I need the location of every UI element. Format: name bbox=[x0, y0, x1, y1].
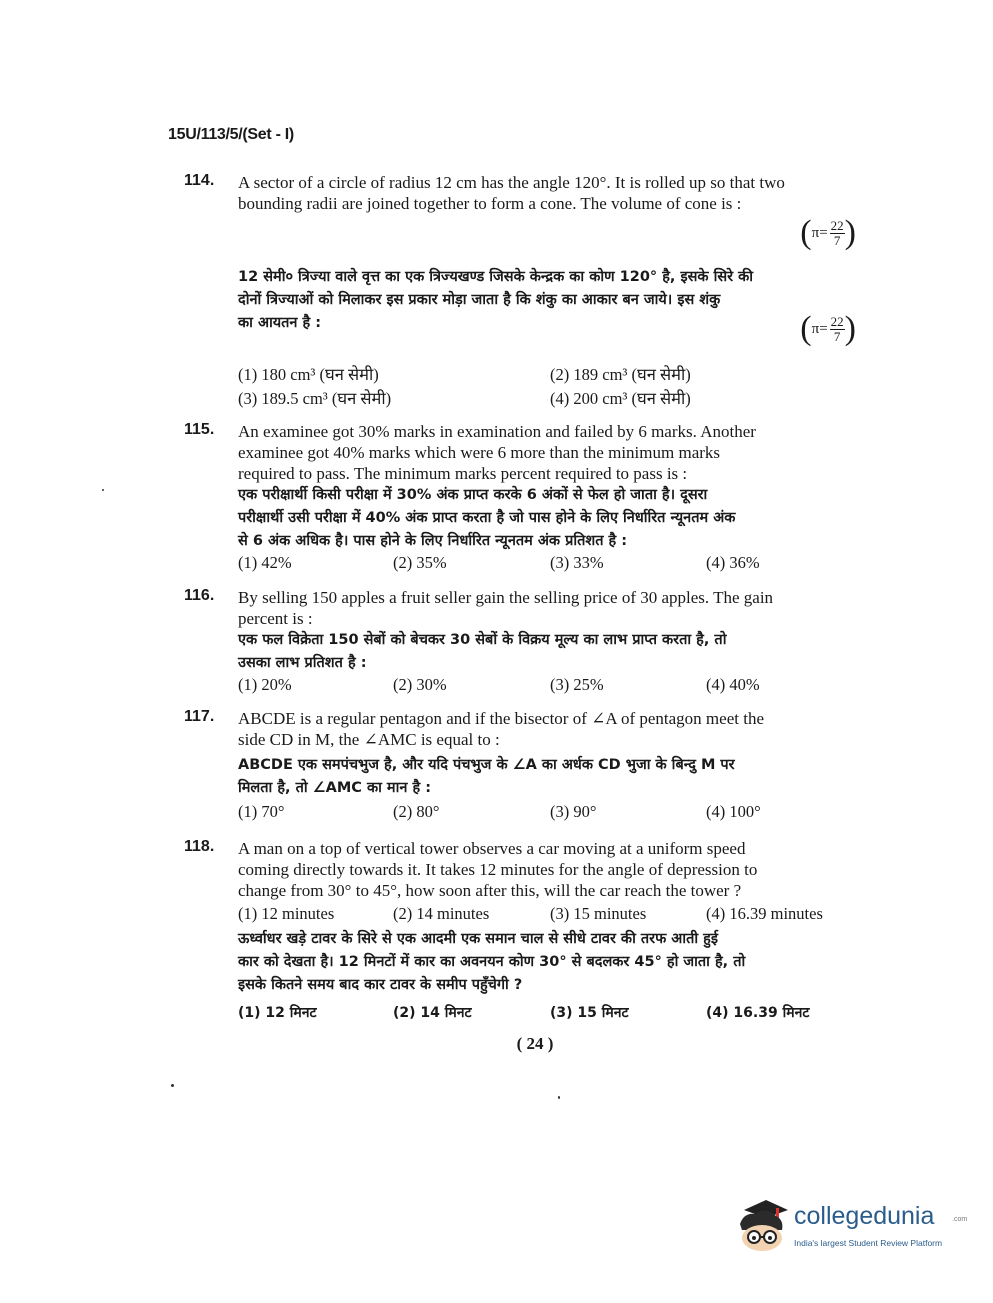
option-2: (2) 30% bbox=[393, 675, 447, 694]
option-1: (1) 12 minutes bbox=[238, 904, 335, 923]
option-3: (3) 189.5 cm³ (घन सेमी) bbox=[238, 389, 392, 408]
option-4: (4) 36% bbox=[706, 553, 760, 572]
question-text-hi: ABCDE एक समपंचभुज है, और यदि पंचभुज के ∠A का अर्धक CD भुजा के बिन्दु M पर मिलता है, तो ∠AMC का मान है : bbox=[238, 757, 735, 796]
question-text-en: A man on a top of vertical tower observes a car moving at a uniform speed coming directly towards it. It takes 12 minutes for the angle of depression to change from 30° to 45°, how soon after this, will the car reach the tower ? bbox=[238, 839, 758, 900]
option-3: (3) 90° bbox=[550, 802, 597, 821]
question-text-en: By selling 150 apples a fruit seller gain the selling price of 30 apples. The gain percent is : bbox=[238, 588, 774, 628]
page-number: ( 24 ) bbox=[516, 1034, 554, 1053]
option-2: (2) 189 cm³ (घन सेमी) bbox=[550, 365, 691, 384]
option-4: (4) 40% bbox=[706, 675, 760, 694]
question-text-en: An examinee got 30% marks in examination and failed by 6 marks. Another examinee got 40% marks which were 6 more than the minimum marks required to pass. The minimum marks percent required to pass is : bbox=[238, 422, 756, 483]
scan-speck bbox=[558, 1096, 560, 1099]
option-3: (3) 15 minutes bbox=[550, 904, 647, 923]
scan-speck bbox=[102, 489, 104, 491]
question-text-hi: एक फल विक्रेता 150 सेबों को बेचकर 30 सेबों के विक्रय मूल्य का लाभ प्राप्त करता है, तो उसका लाभ प्रतिशत है : bbox=[238, 632, 727, 671]
option-2: (2) 80° bbox=[393, 802, 440, 821]
option-1: (1) 180 cm³ (घन सेमी) bbox=[238, 365, 379, 384]
collegedunia-logo: collegedunia .com India's largest Student Review Platform bbox=[736, 1194, 961, 1264]
option-4: (4) 200 cm³ (घन सेमी) bbox=[550, 389, 691, 408]
question-text-en: A sector of a circle of radius 12 cm has the angle 120°. It is rolled up so that two bounding radii are joined together to form a cone. The volume of cone is : bbox=[238, 173, 785, 213]
option-3: (3) 33% bbox=[550, 553, 604, 572]
mascot-icon bbox=[736, 1194, 792, 1254]
question-116 bbox=[184, 587, 856, 702]
option-4: (4) 16.39 minutes bbox=[706, 904, 823, 923]
option-4-hi: (4) 16.39 मिनट bbox=[706, 1005, 810, 1021]
options bbox=[238, 675, 856, 699]
question-number: 114. bbox=[184, 172, 215, 189]
options bbox=[238, 802, 856, 826]
pi-value-note-hi: ( π = $\frac{22}{7}$ ) bbox=[800, 310, 856, 347]
question-number: 116. bbox=[184, 587, 215, 604]
option-2-hi: (2) 14 मिनट bbox=[393, 1005, 472, 1021]
scan-speck bbox=[171, 1084, 174, 1087]
question-number: 118. bbox=[184, 838, 215, 855]
option-1: (1) 70° bbox=[238, 802, 285, 821]
option-2: (2) 35% bbox=[393, 553, 447, 572]
option-2: (2) 14 minutes bbox=[393, 904, 490, 923]
options-hi bbox=[238, 1003, 856, 1027]
question-118 bbox=[184, 838, 856, 1028]
options bbox=[238, 553, 856, 577]
option-1: (1) 42% bbox=[238, 553, 292, 572]
question-114 bbox=[184, 172, 856, 412]
options bbox=[238, 362, 856, 410]
pi-value-note: ( π = $\frac{22}{7}$ ) bbox=[800, 214, 856, 251]
question-115 bbox=[184, 421, 856, 581]
options-en bbox=[238, 904, 856, 928]
question-117 bbox=[184, 708, 856, 833]
option-1-hi: (1) 12 मिनट bbox=[238, 1005, 317, 1021]
option-1: (1) 20% bbox=[238, 675, 292, 694]
option-3-hi: (3) 15 मिनट bbox=[550, 1005, 629, 1021]
question-number: 117. bbox=[184, 708, 215, 725]
option-3: (3) 25% bbox=[550, 675, 604, 694]
question-text-hi: ऊर्ध्वाधर खड़े टावर के सिरे से एक आदमी एक समान चाल से सीधे टावर की तरफ आती हुई कार को देखता है। 12 मिनटों में कार का अवनयन कोण 30° से बदलकर 45° हो जाता है, तो इसके कितने समय बाद कार टावर के समीप पहुँचेगी ? bbox=[238, 931, 746, 993]
question-number: 115. bbox=[184, 421, 215, 438]
question-text-en: ABCDE is a regular pentagon and if the bisector of ∠A of pentagon meet the side CD in M, the ∠AMC is equal to : bbox=[238, 709, 764, 749]
question-text-hi: एक परीक्षार्थी किसी परीक्षा में 30% अंक प्राप्त करके 6 अंकों से फेल हो जाता है। दूसरा परीक्षार्थी उसी परीक्षा में 40% अंक प्राप्त करता है जो पास होने के लिए निर्धारित न्यूनतम अंक से 6 अंक अधिक है। पास होने के लिए निर्धारित न्यूनतम अंक प्रतिशत है : bbox=[238, 487, 736, 549]
question-text-hi: 12 सेमी० त्रिज्या वाले वृत्त का एक त्रिज्यखण्ड जिसके केन्द्रक का कोण 120° है, इसके सिरे की दोनों त्रिज्याओं को मिलाकर इस प्रकार मोड़ा जाता है कि शंकु का आकार बन जाये। इस शंकु का आयतन है : bbox=[238, 269, 754, 331]
option-4: (4) 100° bbox=[706, 802, 761, 821]
paper-code-header: 15U/113/5/(Set - I) bbox=[168, 126, 294, 143]
